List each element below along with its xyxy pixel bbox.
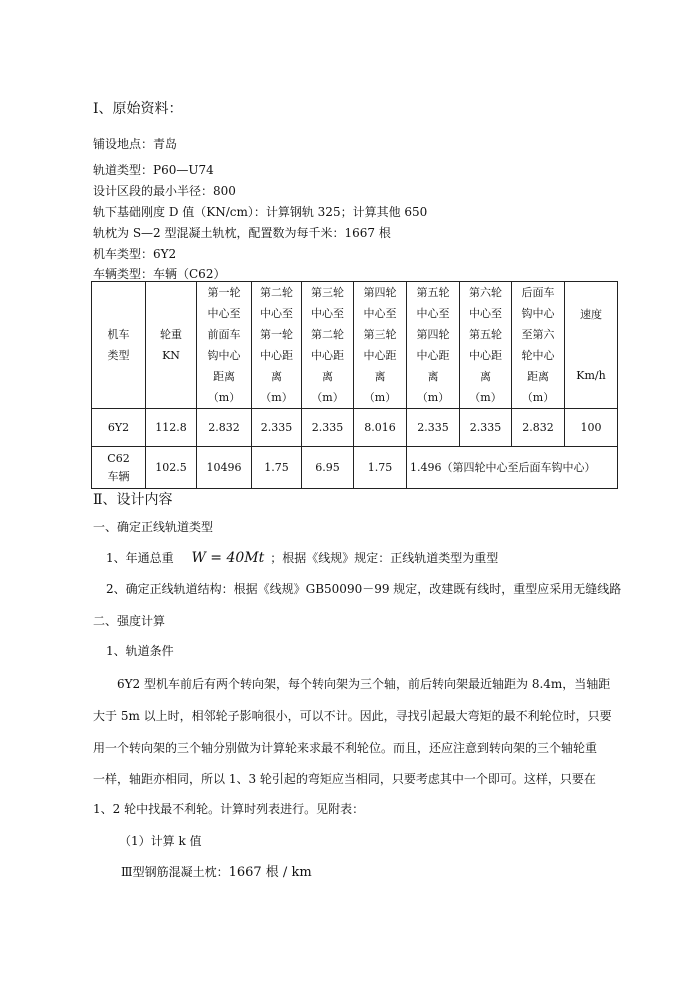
table-cell: 2.335 [302,409,354,447]
paragraph-line: 6Y2 型机车前后有两个转向架，每个转向架为三个轴，前后转向架最近轴距为 8.4m，当轴距 [117,677,611,691]
table-cell: 2.335 [252,409,302,447]
merged-cell: 1.496（第四轮中心至后面车钩中心） [407,447,618,489]
track-structure-line: 2、确定正线轨道结构：根据《线规》GB50090－99 规定，改建既有线时，重型应采用无缝线路 [106,582,622,596]
table-cell: 8.016 [354,409,407,447]
table-cell: 2.335 [407,409,460,447]
sleeper-density-value: 1667 根 / km [228,865,312,880]
laying-location: 铺设地点：青岛 [93,137,178,151]
table-cell: 100 [565,409,618,447]
table-cell: C62 车辆 [92,447,146,489]
table-cell: 6.95 [302,447,354,489]
table-cell: 102.5 [146,447,197,489]
min-radius: 设计区段的最小半径：800 [93,184,236,198]
track-conditions-heading: 1、轨道条件 [106,644,174,658]
header-cell: 轮重 KN [146,282,197,409]
foundation-stiffness: 轨下基础刚度 D 值（KN/cm）：计算钢轨 325；计算其他 650 [93,205,428,219]
calc-k-heading: （1）计算 k 值 [119,834,202,848]
vehicle-type: 车辆类型：车辆（C62） [93,267,226,281]
locomotive-type: 机车类型：6Y2 [93,247,177,261]
paragraph-line: 用一个转向架的三个轴分别做为计算轮来求最不利轮位。而且，还应注意到转向架的三个轴轮重 [93,741,598,755]
table-cell: 6Y2 [92,409,146,447]
table-row [92,447,618,489]
wheel-distance-table [91,281,618,489]
section1-heading: Ⅰ、原始资料： [93,101,183,117]
table-cell: 2.832 [512,409,565,447]
annual-tonnage-label: 1、年通总重 [106,551,174,565]
header-cell: 速度 Km/h [565,282,618,409]
table-cell: 112.8 [146,409,197,447]
header-cell: 后面车 钩中心 至第六 轮中心 距离 （m） [512,282,565,409]
header-cell: 第五轮 中心至 第四轮 中心距 离 （m） [407,282,460,409]
annual-tonnage-line [106,550,498,566]
table-cell: 10496 [197,447,252,489]
table-cell: 2.335 [460,409,512,447]
sleeper-info: 轨枕为 S—2 型混凝土轨枕，配置数为每千米：1667 根 [93,226,391,240]
table-cell: 2.832 [197,409,252,447]
section2-heading: Ⅱ、设计内容 [93,492,173,508]
header-cell: 第三轮 中心至 第二轮 中心距 离 （m） [302,282,354,409]
table-row [92,409,618,447]
header-cell: 第四轮 中心至 第三轮 中心距 离 （m） [354,282,407,409]
subsection-strength: 二、强度计算 [93,614,166,628]
sleeper-density-line [121,864,312,881]
paragraph-line: 大于 5m 以上时，相邻轮子影响很小，可以不计。因此，寻找引起最大弯矩的最不利轮位时，只要 [93,709,612,723]
track-type: 轨道类型：P60—U74 [93,163,214,177]
paragraph-line: 一样，轴距亦相同，所以 1、3 轮引起的弯矩应当相同，只要考虑其中一个即可。这样，只要在 [93,772,596,786]
table-cell: 1.75 [354,447,407,489]
header-cell: 机车 类型 [92,282,146,409]
subsection-track-type: 一、确定正线轨道类型 [93,520,214,534]
paragraph-line: 1、2 轮中找最不利轮。计算时列表进行。见附表： [93,802,365,816]
annual-tonnage-conclusion: ；根据《线规》规定：正线轨道类型为重型 [270,551,499,565]
header-cell: 第二轮 中心至 第一轮 中心距 离 （m） [252,282,302,409]
table-cell: 1.75 [252,447,302,489]
header-cell: 第一轮 中心至 前面车 钩中心 距离 （m） [197,282,252,409]
sleeper-density-label: Ⅲ型钢筋混凝土枕： [121,865,229,879]
tonnage-formula: W = 40Mt [191,550,265,566]
table-header-row [92,282,618,409]
header-cell: 第六轮 中心至 第五轮 中心距 离 （m） [460,282,512,409]
